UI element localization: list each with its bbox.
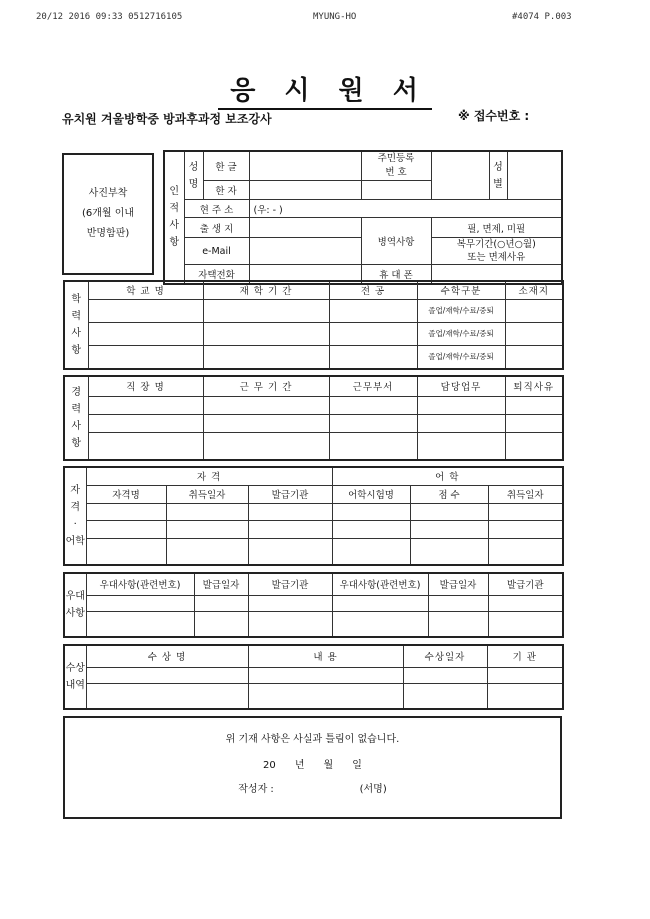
gender-field[interactable]	[507, 151, 562, 200]
career-header-company: 직 장 명	[88, 376, 203, 396]
table-row	[64, 322, 563, 345]
qual-cell[interactable]	[86, 503, 166, 521]
subtitle: 유치원 겨울방학중 방과후과정 보조강사	[62, 112, 272, 126]
edu-status-options[interactable]: 졸업/재학/수료/중퇴	[417, 299, 505, 322]
pref-cell[interactable]	[332, 595, 428, 612]
name-label: 성 명	[184, 151, 203, 200]
address-field[interactable]: (우: - )	[249, 200, 562, 218]
awards-section-label: 수상 내역	[64, 645, 86, 709]
pref-header-date-2: 발급일자	[428, 573, 488, 595]
pref-cell[interactable]	[488, 595, 563, 612]
pref-cell[interactable]	[86, 595, 194, 612]
career-cell[interactable]	[203, 396, 329, 414]
qual-cell[interactable]	[410, 538, 488, 565]
fax-datetime: 20/12 2016 09:33 0512716105	[36, 12, 183, 22]
edu-cell[interactable]	[505, 299, 563, 322]
edu-header-location: 소재지	[505, 281, 563, 299]
hanja-name-label: 한 자	[203, 181, 249, 200]
qual-cell[interactable]	[410, 503, 488, 521]
preference-table	[63, 572, 564, 638]
career-cell[interactable]	[329, 396, 417, 414]
table-row	[64, 503, 563, 521]
edu-cell[interactable]	[88, 345, 203, 369]
birthplace-label: 출 생 지	[184, 218, 249, 238]
table-row	[64, 521, 563, 539]
edu-cell[interactable]	[329, 345, 417, 369]
declaration-statement: 위 기재 사항은 사실과 틀림이 없습니다.	[225, 734, 400, 745]
table-row	[64, 433, 563, 460]
career-header-reason: 퇴직사유	[505, 376, 563, 396]
pref-cell[interactable]	[248, 612, 332, 637]
qualification-table	[63, 466, 564, 566]
military-option-2: 복무기간(○년○월) 또는 면제사유	[431, 238, 562, 265]
qual-cell[interactable]	[332, 521, 410, 539]
award-cell[interactable]	[403, 667, 487, 684]
receipt-number-label: ※ 접수번호 :	[458, 109, 530, 123]
award-cell[interactable]	[403, 684, 487, 709]
award-header-date: 수상일자	[403, 645, 487, 667]
edu-cell[interactable]	[505, 322, 563, 345]
qual-cell[interactable]	[86, 538, 166, 565]
edu-header-major: 전 공	[329, 281, 417, 299]
career-table	[63, 375, 564, 461]
pref-cell[interactable]	[86, 612, 194, 637]
pref-cell[interactable]	[194, 595, 248, 612]
career-cell[interactable]	[417, 396, 505, 414]
award-cell[interactable]	[248, 667, 403, 684]
table-row	[64, 396, 563, 414]
qual-header-name: 자격명	[86, 485, 166, 503]
pref-cell[interactable]	[428, 595, 488, 612]
email-label: e-Mail	[184, 238, 249, 265]
qual-cell[interactable]	[86, 521, 166, 539]
edu-cell[interactable]	[88, 299, 203, 322]
career-cell[interactable]	[505, 433, 563, 460]
qualification-group-label: 자 격	[86, 467, 332, 485]
table-row	[64, 414, 563, 432]
military-label: 병역사항	[361, 218, 431, 265]
edu-header-school: 학 교 명	[88, 281, 203, 299]
qual-cell[interactable]	[410, 521, 488, 539]
career-cell[interactable]	[88, 414, 203, 432]
edu-cell[interactable]	[203, 345, 329, 369]
korean-name-field[interactable]	[249, 151, 361, 181]
edu-status-options[interactable]: 졸업/재학/수료/중퇴	[417, 345, 505, 369]
career-cell[interactable]	[329, 414, 417, 432]
pref-header-date-1: 발급일자	[194, 573, 248, 595]
personal-info-table	[163, 150, 563, 285]
career-cell[interactable]	[203, 433, 329, 460]
photo-line-3: 반명함판)	[86, 228, 130, 239]
qual-cell[interactable]	[332, 503, 410, 521]
pref-header-issuer-1: 발급기관	[248, 573, 332, 595]
career-cell[interactable]	[88, 396, 203, 414]
career-cell[interactable]	[417, 433, 505, 460]
declaration-box	[63, 716, 562, 819]
lang-header-date: 취득일자	[488, 485, 563, 503]
edu-status-options[interactable]: 졸업/재학/수료/중퇴	[417, 322, 505, 345]
edu-header-status: 수학구분	[417, 281, 505, 299]
qual-header-issuer: 발급기관	[248, 485, 332, 503]
pref-cell[interactable]	[428, 612, 488, 637]
table-row	[64, 612, 563, 637]
qual-header-date: 취득일자	[166, 485, 248, 503]
qual-cell[interactable]	[488, 538, 563, 565]
pref-cell[interactable]	[194, 612, 248, 637]
table-row	[64, 345, 563, 369]
qual-cell[interactable]	[166, 503, 248, 521]
career-cell[interactable]	[417, 414, 505, 432]
photo-line-2: (6개월 이내	[81, 208, 135, 219]
language-group-label: 어 학	[332, 467, 563, 485]
award-cell[interactable]	[248, 684, 403, 709]
qual-cell[interactable]	[332, 538, 410, 565]
pref-header-issuer-2: 발급기관	[488, 573, 563, 595]
pref-cell[interactable]	[488, 612, 563, 637]
award-cell[interactable]	[86, 684, 248, 709]
korean-name-label: 한 글	[203, 151, 249, 181]
edu-cell[interactable]	[329, 299, 417, 322]
career-header-period: 근 무 기 간	[203, 376, 329, 396]
education-table	[63, 280, 564, 370]
declaration-date[interactable]: 20 년 월 일	[263, 760, 362, 771]
qual-cell[interactable]	[166, 538, 248, 565]
mobile-label: 휴 대 폰	[361, 265, 431, 284]
address-label: 현 주 소	[184, 200, 249, 218]
email-field[interactable]	[249, 238, 361, 265]
award-cell[interactable]	[487, 684, 563, 709]
qual-cell[interactable]	[488, 521, 563, 539]
edu-cell[interactable]	[329, 322, 417, 345]
resident-number-field[interactable]	[431, 151, 489, 200]
table-row	[64, 667, 563, 684]
edu-cell[interactable]	[203, 322, 329, 345]
gender-label: 성 별	[489, 151, 507, 200]
resident-number-label: 주민등록 번 호	[361, 151, 431, 181]
career-cell[interactable]	[329, 433, 417, 460]
pref-header-item-1: 우대사항(관련번호)	[86, 573, 194, 595]
award-cell[interactable]	[86, 667, 248, 684]
qualification-section-label: 자 격 · 어학	[64, 467, 86, 565]
career-header-duty: 담당업무	[417, 376, 505, 396]
personal-section-label: 인 적 사 항	[164, 151, 184, 284]
edu-cell[interactable]	[505, 345, 563, 369]
lang-header-score: 점 수	[410, 485, 488, 503]
fax-page: #4074 P.003	[512, 12, 572, 22]
table-row	[64, 684, 563, 709]
preference-section-label: 우대 사항	[64, 573, 86, 637]
career-header-dept: 근무부서	[329, 376, 417, 396]
career-cell[interactable]	[203, 414, 329, 432]
award-header-org: 기 관	[487, 645, 563, 667]
career-section-label: 경 력 사 항	[64, 376, 88, 460]
awards-table	[63, 644, 564, 710]
lang-header-test: 어학시험명	[332, 485, 410, 503]
military-option-1: 필, 면제, 미필	[431, 218, 562, 238]
qual-cell[interactable]	[248, 521, 332, 539]
declaration-signature[interactable]: 작성자 : (서명)	[238, 784, 387, 795]
resident-number-cont	[361, 181, 431, 200]
table-row	[64, 595, 563, 612]
career-cell[interactable]	[505, 414, 563, 432]
qual-cell[interactable]	[248, 503, 332, 521]
pref-cell[interactable]	[248, 595, 332, 612]
edu-cell[interactable]	[203, 299, 329, 322]
title-text: 응 시 원 서	[218, 76, 432, 110]
edu-cell[interactable]	[88, 322, 203, 345]
page-title	[0, 70, 650, 107]
career-cell[interactable]	[88, 433, 203, 460]
award-header-content: 내 용	[248, 645, 403, 667]
fax-sender: MYUNG-HO	[313, 12, 357, 22]
table-row	[64, 538, 563, 565]
award-header-name: 수 상 명	[86, 645, 248, 667]
hanja-name-field[interactable]	[249, 181, 361, 200]
home-phone-label: 자택전화	[184, 265, 249, 284]
pref-header-item-2: 우대사항(관련번호)	[332, 573, 428, 595]
qual-cell[interactable]	[488, 503, 563, 521]
career-cell[interactable]	[505, 396, 563, 414]
photo-box[interactable]	[62, 153, 154, 275]
birthplace-field[interactable]	[249, 218, 361, 238]
table-row	[64, 299, 563, 322]
award-cell[interactable]	[487, 667, 563, 684]
qual-cell[interactable]	[248, 538, 332, 565]
education-section-label: 학 력 사 항	[64, 281, 88, 369]
photo-line-1: 사진부착	[88, 188, 128, 199]
qual-cell[interactable]	[166, 521, 248, 539]
edu-header-period: 재 학 기 간	[203, 281, 329, 299]
pref-cell[interactable]	[332, 612, 428, 637]
